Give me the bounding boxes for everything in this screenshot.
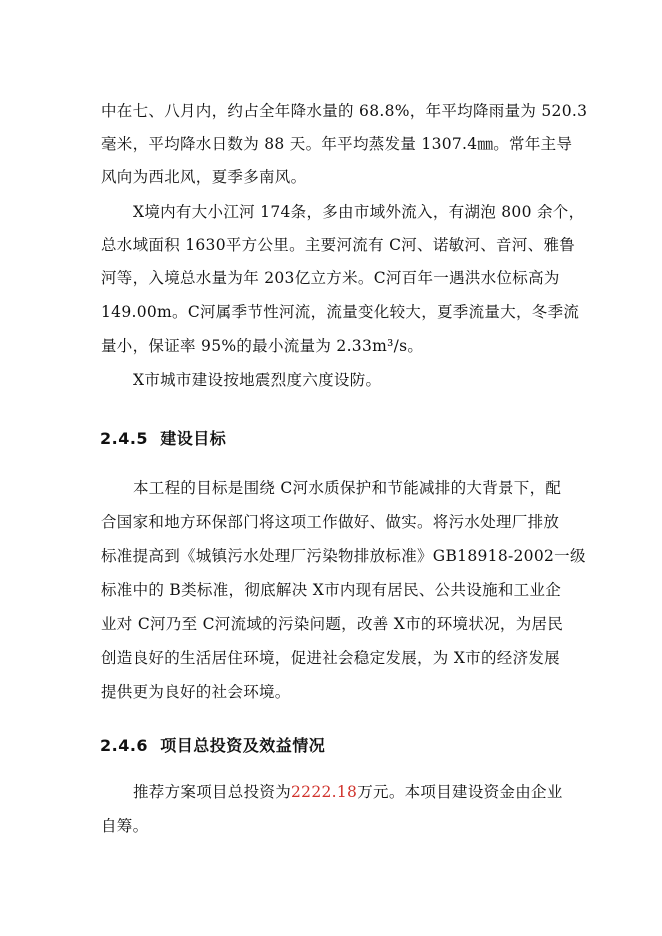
- investment-prefix: 推荐方案项目总投资为: [133, 783, 292, 801]
- para1-line-3: 风向为西北风，夏季多南风。: [101, 168, 307, 186]
- para1-line-2: 毫米，平均降水日数为 88 天。年平均蒸发量 1307.4㎜。常年主导: [101, 135, 573, 153]
- para4-line-3: 标准提高到《城镇污水处理厂污染物排放标准》GB18918-2002一级: [101, 547, 586, 565]
- para1-line-1: 中在七、八月内，约占全年降水量的 68.8%，年平均降雨量为 520.3: [101, 102, 588, 120]
- para2-line-4: 149.00m。C河属季节性河流，流量变化较大，夏季流量大，冬季流: [101, 303, 580, 321]
- para4-line-1: 本工程的目标是围绕 C河水质保护和节能减排的大背景下，配: [133, 479, 562, 497]
- section-number: 2.4.6: [100, 736, 149, 755]
- para2-line-1: X境内有大小江河 174条，多由市域外流入，有湖泡 800 余个，: [133, 203, 585, 221]
- para5-line-2: 自筹。: [101, 817, 149, 835]
- para2-line-2: 总水域面积 1630平方公里。主要河流有 C河、诺敏河、音河、雅鲁: [101, 236, 576, 254]
- para2-line-5: 量小，保证率 95%的最小流量为 2.33m³/s。: [101, 337, 424, 355]
- para5-line-1: [133, 782, 563, 802]
- investment-amount: 2222.18: [291, 783, 358, 801]
- section-heading-246: [100, 736, 325, 756]
- section-number: 2.4.5: [100, 429, 149, 448]
- section-title: 建设目标: [160, 429, 227, 448]
- para4-line-5: 业对 C河乃至 C河流域的污染问题，改善 X市的环境状况，为居民: [101, 615, 564, 633]
- section-title: 项目总投资及效益情况: [160, 736, 326, 755]
- para4-line-2: 合国家和地方环保部门将这项工作做好、做实。将污水处理厂排放: [101, 513, 560, 531]
- section-heading-245: [100, 429, 226, 449]
- para4-line-7: 提供更为良好的社会环境。: [101, 683, 291, 701]
- para4-line-4: 标准中的 B类标准，彻底解决 X市内现有居民、公共设施和工业企: [101, 581, 562, 599]
- para4-line-6: 创造良好的生活居住环境，促进社会稳定发展，为 X市的经济发展: [101, 649, 560, 667]
- para2-line-3: 河等，入境总水量为年 203亿立方米。C河百年一遇洪水位标高为: [101, 269, 560, 287]
- investment-suffix: 万元。本项目建设资金由企业: [357, 783, 563, 801]
- para3-line-1: X市城市建设按地震烈度六度设防。: [133, 371, 382, 389]
